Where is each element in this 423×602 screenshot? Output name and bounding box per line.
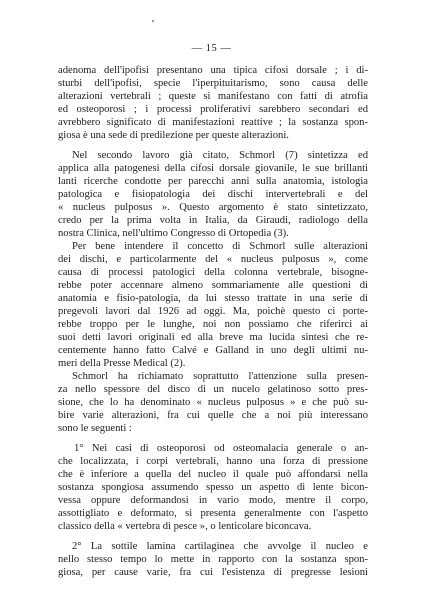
text-line: causa di processi patologici della colonna vertebrale, bisogne- (58, 267, 368, 278)
text-line: za nello spessore del disco di un nucelo gelatinoso sotto pres- (58, 384, 368, 395)
text-line: Schmorl ha richiamato soprattutto l'attenzione sulla presen- (72, 371, 368, 382)
text-line: patologica e fisiopatologia dei dischi intervertebrali e del (58, 189, 368, 200)
text-line: nello stesso tempo lo mette in rapporto con la sostanza spon- (58, 554, 368, 565)
text-line: centemente hanno fatto Calvé e Galland in uno degli ultimi nu- (58, 345, 368, 356)
text-line: applica alla patogenesi della cifosi dorsale giovanile, le sue brillanti (58, 163, 368, 174)
body-text (58, 64, 368, 579)
text-line: alterazioni vertebrali ; queste si manifestano con fatti di atrofia (58, 91, 368, 102)
page-speck (152, 20, 154, 22)
page-number: — 15 — (191, 43, 232, 54)
text-line: adenoma dell'ipofisi presentano una tipica cifosi dorsale ; i di- (58, 65, 368, 76)
text-line: Nel secondo lavoro già citato, Schmorl (7) sintetizza ed (72, 150, 368, 161)
text-line: rebbe troppo per le lunghe, noi non possiamo che riferirci ai (58, 319, 368, 330)
text-line: rebbe poter accennare almeno sommariamente alle questioni di (58, 280, 368, 291)
text-line: vessa oppure deformandosi in vario modo, mentre il corpo, (58, 495, 368, 506)
text-line: sturbi dell'ipofisi, specie l'iperpituitarismo, sono causa delle (58, 78, 368, 89)
text-line: anatomia e fisio-patologia, da lui stesso trattate in una serie di (58, 293, 368, 304)
text-line: lanti ricerche condotte per parecchi anni sulla anatomia, istologia (58, 176, 368, 187)
text-line: classico della « vertebra di pesce », o lenticolare biconcava. (58, 521, 312, 532)
text-line: giosa, per cause varie, fra cui l'esistenza di pregresse lesioni (58, 567, 368, 578)
text-line: « nucleus pulposus ». Questo argomento è stato sintetizzato, (58, 202, 368, 213)
text-line: ed osteoporosi ; i processi proliferativi sarebbero secondari ed (58, 104, 368, 115)
text-line: credo per la prima volta in Italia, da Giraudi, radiologo della (58, 215, 368, 226)
text-line: Per bene intendere il concetto di Schmorl sulle alterazioni (72, 241, 368, 252)
list-item-1: 1° Nei casi di osteoporosi od osteomalacia generale o an- (74, 443, 368, 454)
text-line: che localizzata, i corpi vertebrali, hanno una forza di pressione (58, 456, 368, 467)
text-line: pregevoli lavori dal 1926 ad oggi. Ma, poichè questo ci porte- (58, 306, 368, 317)
text-line: bire varie alterazioni, fra cui quelle che a noi più interessano (58, 410, 368, 421)
text-line: avrebbero significato di manifestazioni reattive ; la sostanza spon- (58, 117, 368, 128)
text-line: nostra Clinica, nell'ultimo Congresso di Ortopedia (3). (58, 228, 289, 239)
text-line: suoi detti lavori originali ed alla breve ma lucida sintesi che re- (58, 332, 368, 343)
text-line: sione, che lo ha denominato « nucleus pulposus » e che può su- (58, 397, 368, 408)
text-line: dei dischi, e particolarmente del « nucleus pulposus », come (58, 254, 368, 265)
list-item-2: 2° La sottile lamina cartilaginea che avvolge il nucleo e (72, 541, 368, 552)
text-line: meri della Presse Medical (2). (58, 358, 186, 369)
text-line: sostanza spongiosa assumendo spesso un aspetto di lente bicon- (58, 482, 368, 493)
text-line: che è inferiore a quella del nucleo il quale può affondarsi nella (58, 469, 368, 480)
text-line: assottigliato e deformato, si presenta generalmente con l'aspetto (58, 508, 368, 519)
text-line: giosa è una sede di predilezione per queste alterazioni. (58, 130, 289, 141)
text-line: sono le seguenti : (58, 423, 132, 434)
